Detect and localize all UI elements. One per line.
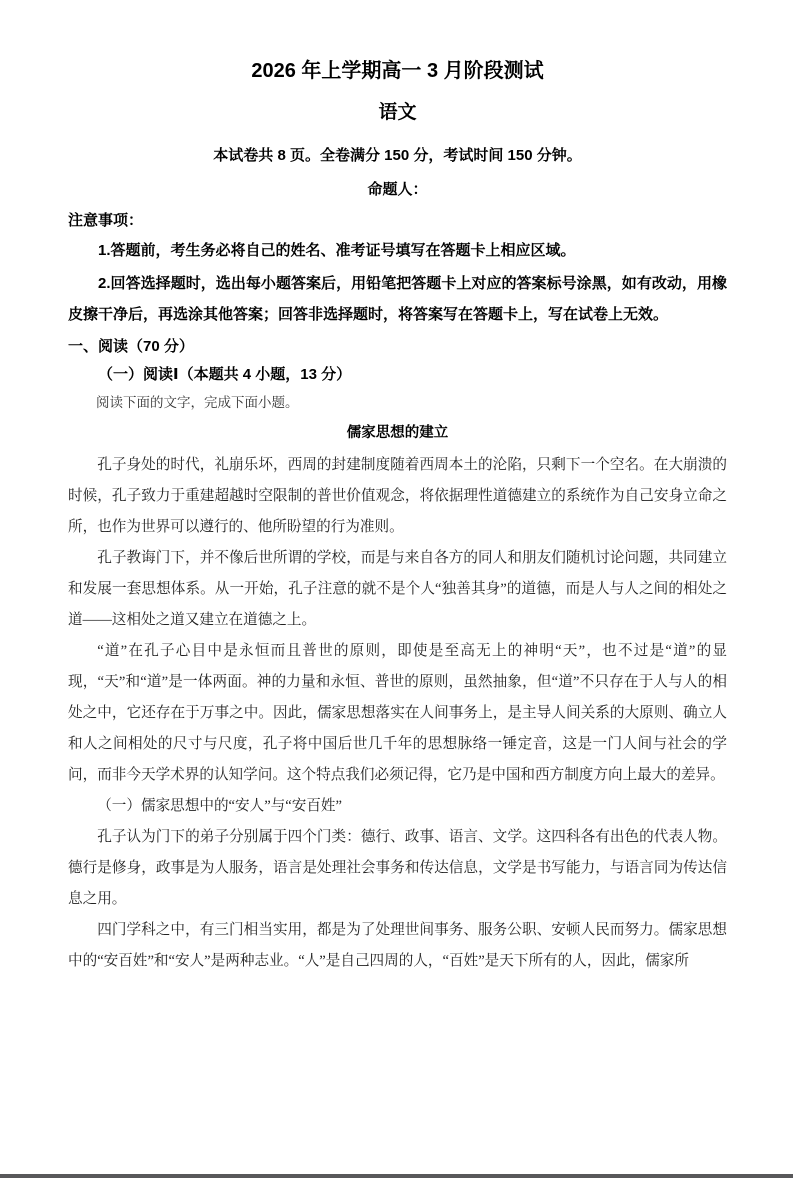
essay-paragraph-6: 四门学科之中，有三门相当实用，都是为了处理世间事务、服务公职、安顿人民而努力。儒家思想中的“安百姓”和“安人”是两种志业。“人”是自己四周的人，“百姓”是天下所有的人，因此，儒家所: [68, 922, 727, 969]
subsection-heading-reading-1: （一）阅读Ⅰ（本题共 4 小题，13 分）: [98, 366, 352, 383]
exam-title: 2026 年上学期高一 3 月阶段测试: [251, 60, 544, 82]
notice-item-1: 1.答题前，考生务必将自己的姓名、准考证号填写在答题卡上相应区域。: [98, 242, 576, 259]
reading-instruction: 阅读下面的文字，完成下面小题。: [96, 395, 299, 410]
essay-title: 儒家思想的建立: [346, 425, 449, 441]
exam-info-line: 本试卷共 8 页。全卷满分 150 分，考试时间 150 分钟。: [213, 147, 582, 164]
essay-paragraph-4-subheading: （一）儒家思想中的“安人”与“安百姓”: [97, 798, 343, 814]
page-bottom-edge: [0, 1174, 793, 1178]
section-heading-reading: 一、阅读（70 分）: [68, 338, 194, 355]
essay-paragraph-5: 孔子认为门下的弟子分别属于四个门类：德行、政事、语言、文学。这四科各有出色的代表人物。德行是修身，政事是为人服务，语言是处理社会事务和传达信息，文学是书写能力，与语言同为传达信息之用。: [68, 829, 727, 907]
essay-paragraph-2: 孔子教诲门下，并不像后世所谓的学校，而是与来自各方的同人和朋友们随机讨论问题，共同建立和发展一套思想体系。从一开始，孔子注意的就不是个人“独善其身”的道德，而是人与人之间的相处之道——这相处之道又建立在道德之上。: [68, 550, 727, 628]
essay-paragraph-1: 孔子身处的时代，礼崩乐坏，西周的封建制度随着西周本土的沦陷，只剩下一个空名。在大崩溃的时候，孔子致力于重建超越时空限制的普世价值观念，将依据理性道德建立的系统作为自己安身立命之所，也作为世界可以遵行的、他所盼望的行为准则。: [68, 457, 727, 535]
essay-body: [68, 450, 727, 977]
notices-heading: 注意事项：: [68, 212, 144, 229]
setter-line: 命题人：: [367, 181, 428, 198]
subject-title: 语文: [378, 102, 417, 123]
essay-paragraph-3: “道”在孔子心目中是永恒而且普世的原则，即使是至高无上的神明“天”，也不过是“道”的显现，“天”和“道”是一体两面。神的力量和永恒、普世的原则，虽然抽象，但“道”不只存在于人与人的相处之中，它还存在于万事之中。因此，儒家思想落实在人间事务上，是主导人间关系的大原则、确立人和人之间相处的尺寸与尺度，孔子将中国后世几千年的思想脉络一锤定音，这是一门人间与社会的学问，而非今天学术界的认知学问。这个特点我们必须记得，它乃是中国和西方制度方向上最大的差异。: [68, 643, 727, 783]
notice-item-2: 2.回答选择题时，选出每小题答案后，用铅笔把答题卡上对应的答案标号涂黑，如有改动，用橡皮擦干净后，再选涂其他答案；回答非选择题时，将答案写在答题卡上，写在试卷上无效。: [68, 275, 727, 323]
exam-paper-page: [0, 56, 793, 1178]
